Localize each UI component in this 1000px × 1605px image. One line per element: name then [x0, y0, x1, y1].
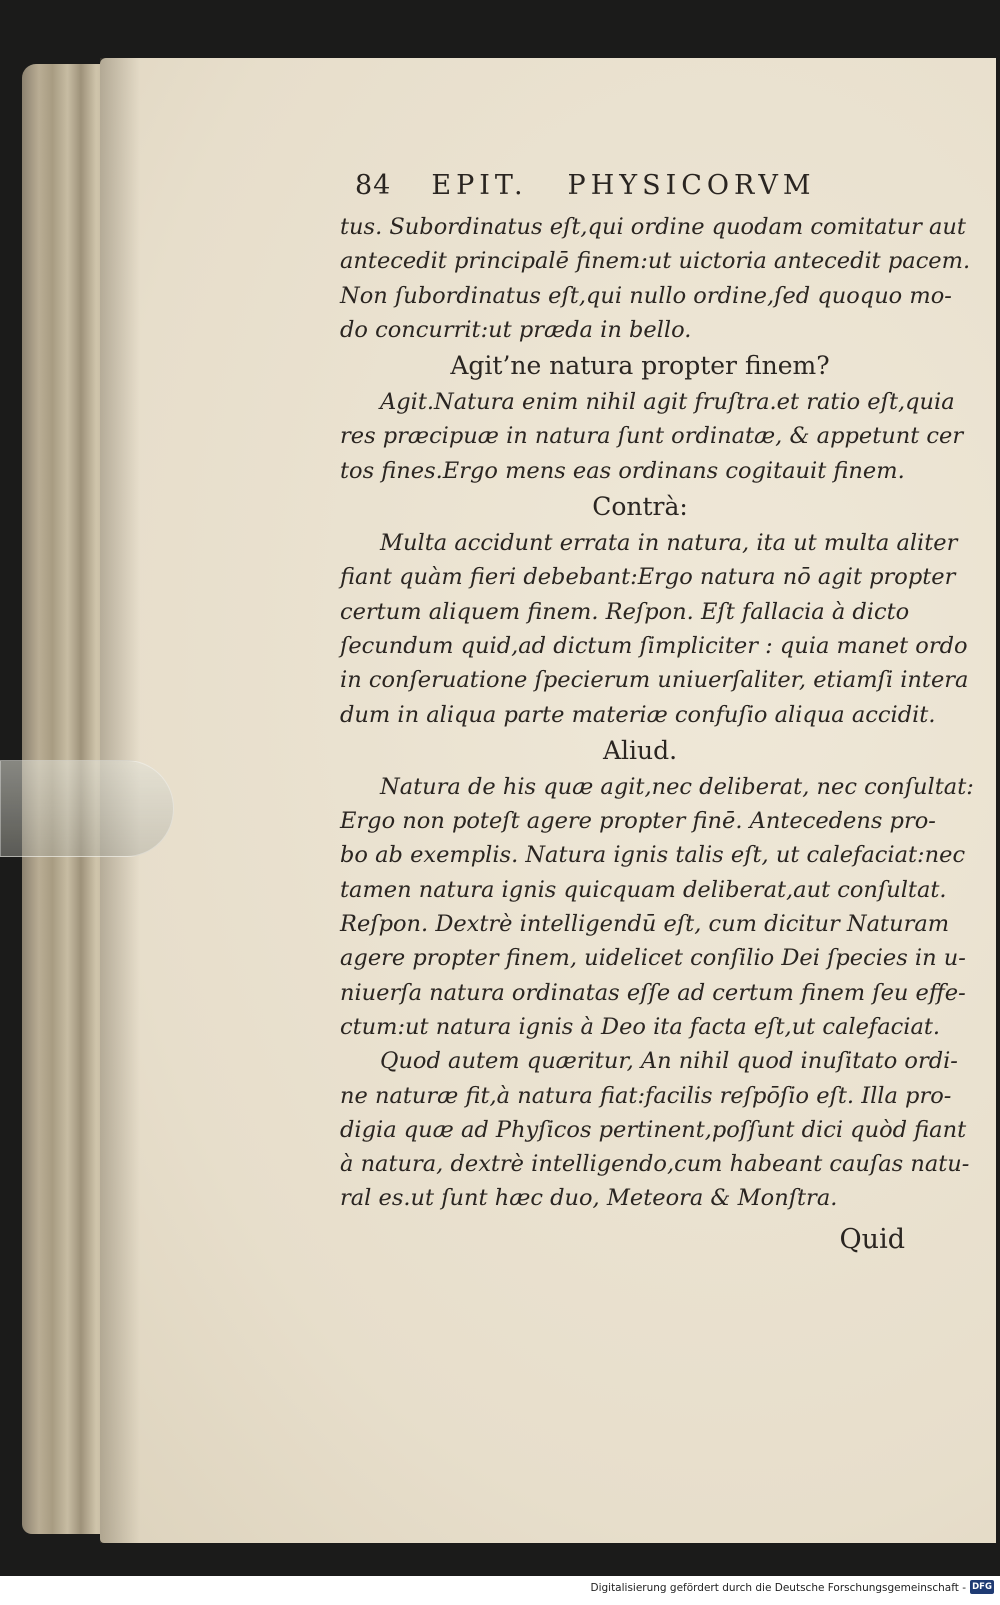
running-title-right: PHYSICORVM	[567, 170, 816, 201]
text-line: antecedit principalē finem:ut uictoria antecedit pacem.	[340, 248, 971, 275]
text-line: ctum:ut natura ignis à Deo ita facta eſt,ut calefaciat.	[340, 1013, 941, 1040]
text-line: tus. Subordinatus eſt,qui ordine quodam comitatur aut	[340, 214, 966, 240]
page-number: 84	[355, 170, 392, 201]
text-line: dum in aliqua parte materiæ confuſio aliqua accidit.	[340, 701, 936, 728]
page-clip	[0, 760, 174, 857]
text-line: digia quæ ad Phyſicos pertinent,poſſunt dici quòd fiant	[340, 1116, 967, 1143]
text-line: ral es.ut ſunt hæc duo, Meteora & Monſtra.	[340, 1185, 838, 1212]
text-line: Ergo non poteſt agere propter finē. Antecedens pro-	[340, 808, 936, 835]
digitization-credit: Digitalisierung gefördert durch die Deutsche Forschungsgemeinschaft -	[590, 1582, 966, 1594]
text-line: tos fines.Ergo mens eas ordinans cogitauit finem.	[340, 457, 905, 484]
dfg-logo: DFG	[970, 1580, 994, 1594]
running-head	[355, 170, 940, 210]
text-line: res præcipuæ in natura ſunt ordinatæ, & appetunt cer	[340, 423, 964, 450]
text-line: Natura de his quæ agit,nec deliberat, nec conſultat:	[380, 773, 974, 800]
text-line: ſecundum quid,ad dictum ſimpliciter : quia manet ordo	[340, 632, 968, 659]
text-line: bo ab exemplis. Natura ignis talis eſt, ut calefaciat:nec	[340, 842, 966, 869]
running-title-left: EPIT.	[431, 170, 528, 201]
text-line: ne naturæ fit,à natura fiat:facilis reſpōſio eſt. Illa pro-	[340, 1082, 952, 1109]
catchword: Quid	[839, 1223, 905, 1255]
text-line: agere propter finem, uidelicet conſilio Dei ſpecies in u-	[340, 945, 966, 972]
section-heading: Aliud.	[602, 735, 678, 765]
text-line: in conſeruatione ſpecierum uniuerſaliter, etiamſi intera	[340, 667, 969, 694]
text-line: certum aliquem finem. Reſpon. Eſt fallacia à dicto	[340, 598, 910, 625]
text-line: fiant quàm fieri debebant:Ergo natura nō agit propter	[340, 564, 956, 591]
section-heading: Agit’ne natura propter finem?	[450, 351, 830, 381]
text-line: Multa accidunt errata in natura, ita ut multa aliter	[380, 530, 958, 557]
text-line: do concurrit:ut præda in bello.	[340, 316, 692, 343]
text-line: niuerſa natura ordinatas eſſe ad certum finem ſeu effe-	[340, 979, 966, 1006]
text-line: à natura, dextrè intelligendo,cum habeant cauſas natu-	[340, 1151, 970, 1178]
text-line: Reſpon. Dextrè intelligendū eſt, cum dicitur Naturam	[340, 911, 950, 938]
text-line: Agit.Natura enim nihil agit fruſtra.et ratio eſt,quia	[380, 389, 955, 416]
section-heading: Contrà:	[592, 492, 688, 522]
text-line: tamen natura ignis quicquam deliberat,aut conſultat.	[340, 876, 947, 903]
text-line: Non ſubordinatus eſt,qui nullo ordine,ſed quoquo mo-	[340, 282, 952, 309]
page-text	[340, 170, 974, 1260]
text-line: Quod autem quæritur, An nihil quod inuſitato ordi-	[380, 1048, 958, 1075]
